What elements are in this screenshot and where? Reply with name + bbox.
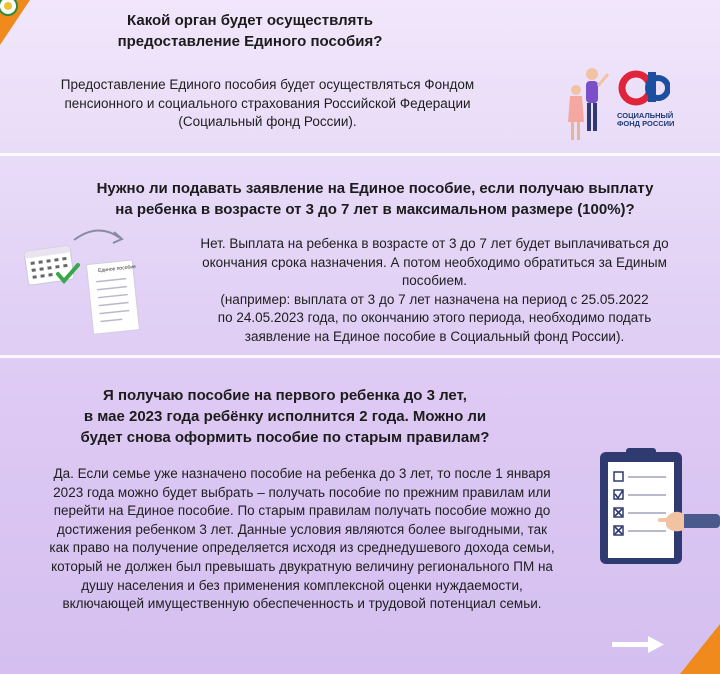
arrow-icon (70, 222, 130, 256)
divider-1 (0, 153, 720, 156)
question-2: Нужно ли подавать заявление на Единое пособие, если получаю выплату на ребенка в возрасте от 3 до 7 лет в максимальном размере (100%)? (96, 180, 654, 218)
checklist-clipboard-icon (596, 448, 720, 572)
corner-badge-icon (0, 0, 70, 50)
answer-2: Нет. Выплата на ребенка в возрасте от 3 до 7 лет будет выплачиваться до окончания срока назначения. А потом необходимо обратиться за Единым пособием. (например: выплата от 3 до 7 лет назначена на период с 25.05.2022 по 24.05.2023 года, по окончанию этого периода, необходимо подать заявление на Единое пособие в Социальный фонд России). (200, 236, 669, 344)
next-arrow-icon[interactable] (610, 634, 666, 656)
question-1: Какой орган будет осуществлять предоставление Единого пособия? (117, 12, 383, 50)
question-3: Я получаю пособие на первого ребенка до 3 лет, в мае 2023 года ребёнку исполнится 2 года. Можно ли будет снова оформить пособие по старым правилам? (80, 387, 490, 446)
answer-1: Предоставление Единого пособия будет осуществляться Фондом пенсионного и социального страхования Российской Федерации (Социальный фонд России). (60, 77, 475, 130)
document-title: Единое пособие (97, 264, 137, 274)
sfr-logo-icon (618, 70, 670, 110)
sfr-logo-caption: СОЦИАЛЬНЫЙ ФОНД РОССИИ (617, 111, 675, 128)
answer-3: Да. Если семье уже назначено пособие на ребенка до 3 лет, то после 1 января 2023 года можно будет выбрать – получать пособие по прежним правилам или перейти на Единое пособие. По старым правилам получать пособие можно до достижения ребенком 3 лет. Данные условия являются более выгодными, так как право на получение определяется исходя из среднедушевого дохода семьи, который не должен был превышать двукратную величину регионального ПМ на душу населения и без применения комплексной оценки нуждаемости, включающей имущественную обеспеченность и трудовой потенциал семьи. (49, 466, 555, 612)
divider-2 (0, 355, 720, 358)
document-icon (84, 258, 140, 338)
corner-accent-icon (680, 624, 720, 674)
family-illustration-icon (562, 64, 622, 144)
